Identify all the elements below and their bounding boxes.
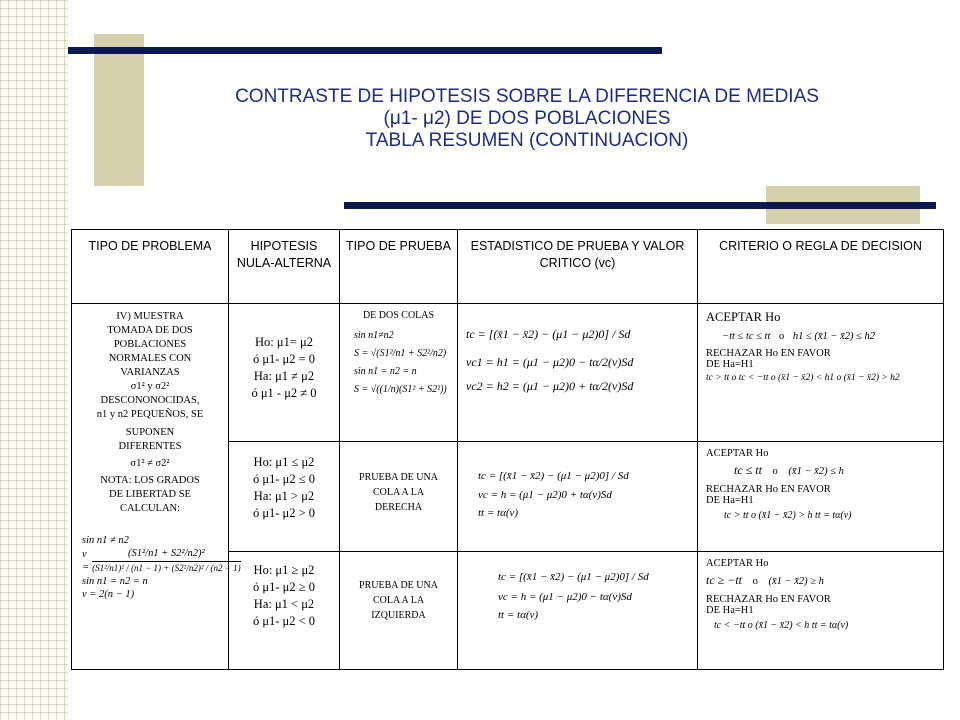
reject-label: RECHAZAR Ho EN FAVOR bbox=[706, 348, 831, 359]
accept-expression-alt: h1 ≤ (x̄1 − x̄2) ≤ h2 bbox=[792, 331, 876, 342]
accept-condition bbox=[734, 463, 939, 478]
accept-label: ACEPTAR Ho bbox=[706, 558, 769, 569]
problem-line: DIFERENTES bbox=[118, 441, 182, 452]
df-plus: + bbox=[163, 563, 170, 573]
hypotheses-cell bbox=[229, 304, 340, 442]
problem-line: IV) MUESTRA bbox=[116, 311, 184, 322]
reject-expression: tc > tt o tc < −tt o (x̄1 − x̄2) < h1 o (x̄1 − x̄2) > h2 bbox=[706, 373, 900, 383]
df-numerator: (S1²/n1 + S2²/n2)² bbox=[92, 547, 241, 562]
hypothesis-line: Ha: μ1 ≠ μ2 bbox=[253, 369, 315, 383]
decorative-tan-block-top bbox=[94, 34, 144, 186]
problem-description-cell bbox=[72, 304, 241, 670]
test-formula-line: sin n1≠n2 bbox=[354, 330, 394, 341]
problem-line: σ1² ≠ σ2² bbox=[130, 458, 170, 469]
header-statistic: ESTADISTICO DE PRUEBA Y VALOR CRITICO (vc) bbox=[458, 230, 698, 304]
statistic-formula: tt = tα(ν) bbox=[498, 609, 539, 621]
hypothesis-line: ó μ1- μ2 ≤ 0 bbox=[253, 472, 315, 486]
statistic-formula: vc = h = (μ1 − μ2)0 − tα(ν)Sd bbox=[498, 591, 632, 603]
hypothesis-line: Ha: μ1 < μ2 bbox=[253, 597, 315, 611]
statistic-cell bbox=[458, 552, 698, 670]
criterion-cell bbox=[698, 304, 944, 442]
table-row-two-tailed bbox=[72, 304, 944, 442]
problem-line: n1 y n2 PEQUEÑOS, SE bbox=[96, 409, 204, 420]
grid-pattern-strip bbox=[0, 0, 68, 720]
decorative-navy-bar-top bbox=[68, 47, 662, 54]
header-hypotheses: HIPOTESIS NULA-ALTERNA bbox=[229, 230, 340, 304]
hypothesis-line: ó μ1- μ2 > 0 bbox=[252, 506, 316, 520]
or-text: o bbox=[752, 576, 758, 587]
accept-expression-alt: (x̄1 − x̄2) ≤ h bbox=[788, 466, 844, 477]
test-type-label: DE DOS COLAS bbox=[362, 310, 435, 321]
test-formula-line: sin n1 = n2 = n bbox=[354, 366, 417, 377]
accept-expression: tc ≤ tt bbox=[734, 463, 762, 477]
hypothesis-line: Ha: μ1 > μ2 bbox=[253, 489, 315, 503]
decorative-navy-bar-bottom bbox=[344, 202, 936, 209]
hypothesis-line: ó μ1- μ2 ≥ 0 bbox=[253, 580, 315, 594]
hypothesis-line: Ho: μ1 ≤ μ2 bbox=[253, 455, 315, 469]
hypothesis-line: ó μ1- μ2 = 0 bbox=[252, 352, 316, 366]
statistic-formula: vc1 = h1 = (μ1 − μ2)0 − tα/2(ν)Sd bbox=[466, 355, 634, 369]
df-denominator-b: (S2²/n2)² / (n2 − 1) bbox=[171, 563, 241, 573]
problem-line: POBLACIONES bbox=[113, 339, 187, 350]
hypothesis-line: Ho: μ1= μ2 bbox=[255, 335, 313, 349]
statistic-formula: tc = [(x̄1 − x̄2) − (μ1 − μ2)0] / Sd bbox=[478, 470, 629, 482]
header-row bbox=[72, 230, 944, 304]
accept-label: ACEPTAR Ho bbox=[706, 310, 781, 324]
problem-line: TOMADA DE DOS bbox=[107, 325, 193, 336]
problem-line: NORMALES CON bbox=[108, 353, 192, 364]
problem-line: SUPONEN bbox=[125, 427, 175, 438]
or-text: o bbox=[772, 466, 778, 477]
header-problem-type: TIPO DE PROBLEMA bbox=[72, 230, 229, 304]
reject-label-2: DE Ha=H1 bbox=[706, 605, 754, 616]
statistic-formula: tc = [(x̄1 − x̄2) − (μ1 − μ2)0] / Sd bbox=[466, 327, 631, 341]
accept-label: ACEPTAR Ho bbox=[706, 448, 769, 459]
reject-label-2: DE Ha=H1 bbox=[706, 359, 754, 370]
df-condition-equal: sin n1 = n2 = n bbox=[82, 576, 148, 587]
problem-line: DE LIBERTAD SE bbox=[109, 489, 191, 500]
summary-table bbox=[71, 229, 944, 670]
reject-expression: tc > tt o (x̄1 − x̄2) > h tt = tα(ν) bbox=[724, 510, 852, 521]
header-criterion: CRITERIO O REGLA DE DECISION bbox=[698, 230, 944, 304]
hypothesis-line: Ho: μ1 ≥ μ2 bbox=[253, 563, 315, 577]
hypotheses-cell bbox=[229, 442, 340, 552]
header-test-type: TIPO DE PRUEBA bbox=[340, 230, 458, 304]
title-line-2: (μ1- μ2) DE DOS POBLACIONES bbox=[383, 108, 671, 129]
problem-line: NOTA: LOS GRADOS bbox=[100, 475, 200, 486]
test-formula-line: S = √((1/n)(S1² + S2²)) bbox=[354, 384, 447, 395]
hypotheses-cell bbox=[229, 552, 340, 670]
reject-label: RECHAZAR Ho EN FAVOR bbox=[706, 594, 831, 605]
hypothesis-line: ó μ1- μ2 < 0 bbox=[252, 614, 316, 628]
accept-condition bbox=[706, 573, 939, 588]
statistic-cell bbox=[458, 304, 698, 442]
slide-title bbox=[150, 86, 904, 152]
reject-label-2: DE Ha=H1 bbox=[706, 495, 754, 506]
reject-label: RECHAZAR Ho EN FAVOR bbox=[706, 484, 831, 495]
statistic-formula: tc = [(x̄1 − x̄2) − (μ1 − μ2)0] / Sd bbox=[498, 571, 649, 583]
statistic-formula: vc = h = (μ1 − μ2)0 + tα(ν)Sd bbox=[478, 489, 612, 501]
test-type-cell bbox=[340, 552, 458, 670]
statistic-formula: tt = tα(ν) bbox=[478, 507, 519, 519]
accept-expression-alt: (x̄1 − x̄2) ≥ h bbox=[768, 576, 824, 587]
reject-expression: tc < −tt o (x̄1 − x̄2) < h tt = tα(ν) bbox=[714, 620, 849, 631]
df-denominator-a: (S1²/n1)² / (n1 − 1) bbox=[92, 563, 162, 573]
df-nu-label: ν = bbox=[82, 549, 90, 573]
test-type-cell bbox=[340, 304, 458, 442]
test-type-label: PRUEBA DE UNA COLA A LA DERECHA bbox=[359, 472, 438, 513]
degrees-of-freedom-formula bbox=[78, 534, 241, 601]
df-equal-formula: ν = 2(n − 1) bbox=[82, 589, 135, 600]
or-text: o bbox=[778, 331, 785, 342]
test-type-formulas bbox=[340, 327, 457, 399]
problem-line: DESCONONOCIDAS, bbox=[100, 395, 200, 406]
title-line-3: TABLA RESUMEN (CONTINUACION) bbox=[365, 130, 689, 151]
test-formula-line: S = √(S1²/n1 + S2²/n2) bbox=[354, 348, 447, 359]
criterion-cell bbox=[698, 442, 944, 552]
hypothesis-line: ó μ1 - μ2 ≠ 0 bbox=[251, 386, 317, 400]
criterion-cell bbox=[698, 552, 944, 670]
accept-expression: −tt ≤ tc ≤ tt bbox=[722, 331, 771, 342]
title-line-1: CONTRASTE DE HIPOTESIS SOBRE LA DIFERENCIA DE MEDIAS bbox=[235, 86, 819, 107]
problem-line: σ1² y σ2² bbox=[130, 381, 170, 392]
statistic-cell bbox=[458, 442, 698, 552]
statistic-formula: vc2 = h2 = (μ1 − μ2)0 + tα/2(ν)Sd bbox=[466, 379, 634, 393]
test-type-label: PRUEBA DE UNA COLA A LA IZQUIERDA bbox=[359, 580, 438, 621]
accept-condition bbox=[722, 331, 939, 342]
test-type-cell bbox=[340, 442, 458, 552]
problem-line: CALCULAN: bbox=[119, 503, 181, 514]
accept-expression: tc ≥ −tt bbox=[706, 573, 743, 587]
df-condition-unequal: sin n1 ≠ n2 bbox=[82, 535, 129, 546]
problem-line: VARIANZAS bbox=[120, 367, 180, 378]
